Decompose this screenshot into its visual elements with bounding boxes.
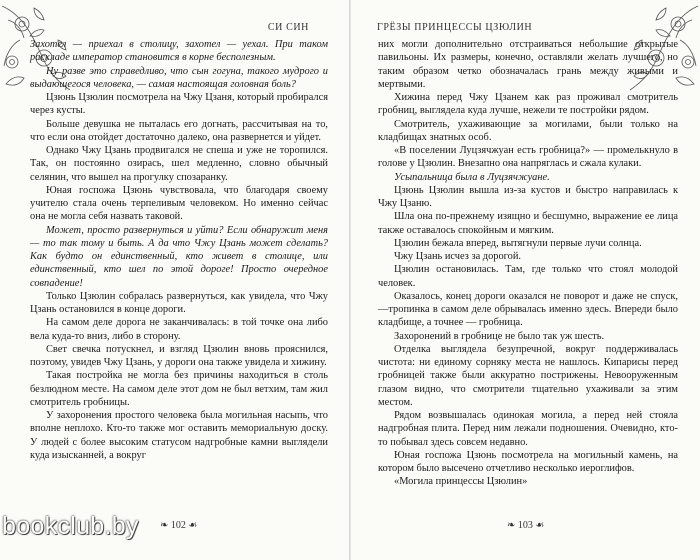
left-page-text <box>30 38 328 462</box>
folio-mark-icon: ❧ <box>160 520 171 531</box>
paragraph: У захоронения простого человека была могильная насыпь, что вполне неплохо. Кто-то также мог оставить мемориальную доску. У людей с более высоким статусом надгробные камни выглядели куда изысканней, а вокруг <box>30 410 328 461</box>
paragraph: Цзюнь Цзюлин вышла из-за кустов и быстро направилась к Чжу Цзаню. <box>378 184 678 209</box>
paragraph: «Могила принцессы Цзюлин» <box>394 476 528 488</box>
paragraph: Юная госпожа Цзюнь чувствовала, что благодаря своему учителю стала очень терпеливым человеком. Но именно сейчас она не могла себя назвать таковой. <box>30 184 328 223</box>
paragraph: Больше девушка не пыталась его догнать, рассчитывая на то, что если она отойдет достаточно далеко, она развернется и уйдет. <box>30 118 328 143</box>
paragraph: Отделка выглядела безупречной, вокруг поддерживалась чистота: ни единому сорняку места не нашлось. Кипарисы перед гробницей также были аккуратно пострижены. Невооруженным глазом видно, что смотрители тщательно ухаживали за этим местом. <box>378 343 678 408</box>
paragraph: Такая постройка не могла без причины находиться в столь безлюдном месте. На самом деле этот дом не был ветхим, там жил смотритель гробницы. <box>30 370 328 408</box>
paragraph: Чжу Цзань исчез за дорогой. <box>394 251 522 262</box>
running-head: ГРЁЗЫ ПРИНЦЕССЫ ЦЗЮЛИН <box>377 22 533 33</box>
right-page-text <box>378 38 678 489</box>
paragraph: Захоронений в гробнице не было так уж шесть. <box>394 330 605 342</box>
folio-mark-icon: ☙ <box>185 520 198 531</box>
folio-mark-icon: ❧ <box>507 520 518 531</box>
paragraph: Усыпальница была в Луцзячжуане. <box>394 171 550 183</box>
running-head: СИ СИН <box>267 22 309 33</box>
watermark: bookclub.by <box>2 512 139 540</box>
paragraph: них могли дополнительно отстраиваться небольшие открытые павильоны. Их размеры, конечно, оставляли желать лучшего, но таким образом четко обозначалась грань между живыми и мертвыми. <box>378 39 678 90</box>
paragraph: Хижина перед Чжу Цзанем как раз проживал смотритель гробниц, выглядела куда лучше, нежели те постройки рядом. <box>378 92 678 117</box>
paragraph: Шла она по-прежнему изящно и бесшумно, выражение ее лица также оставалось спокойным и мягким. <box>378 211 678 236</box>
paragraph: Ну разве это справедливо, что сын гогуна, такого мудрого и выдающегося человека, — самая настоящая головная боль? <box>30 65 328 90</box>
paragraph: Цзюнь Цзюлин посмотрела на Чжу Цзаня, который пробирался через кусты. <box>30 92 328 117</box>
paragraph: На самом деле дорога не заканчивалась: в той точке она либо вела куда-то вниз, либо в сторону. <box>30 317 328 342</box>
page-number: ❧ 103 ☙ <box>507 520 545 531</box>
paragraph: Рядом возвышалась одинокая могила, а перед ней стояла надгробная плита. Перед ним лежали подношения. Очевидно, кто-то побывал здесь совсем недавно. <box>378 410 678 448</box>
paragraph: Однако Чжу Цзань продвигался не спеша и уже не торопился. Так, он постоянно озирась, шел медленно, словно обычный селянин, что вышел на прогулку спозаранку. <box>30 145 328 183</box>
paragraph: «В поселении Луцзячжуан есть гробница?» — промелькнуло в голове у Цзюлин. Внезапно она напряглась и сжала кулаки. <box>378 145 678 170</box>
paragraph: Цзюлин бежала вперед, вытягнули первые лучи солнца. <box>394 237 642 249</box>
left-page <box>0 0 349 560</box>
paragraph: Захотел — приехал в столицу, захотел — уехал. При таком раскладе император становится в корне бесполезным. <box>30 39 328 64</box>
paragraph: Юная госпожа Цзюнь посмотрела на могильный камень, на котором было высечено отчетливо несколько иероглифов. <box>378 449 678 474</box>
paragraph: Может, просто развернуться и уйти? Если обнаружит меня — то так тому и быть. А да что Чжу Цзань может сделать? Как будто он единственный, кто живет в столице, или единственный, кто шел по этой дороге! Просто очередное совпадение! <box>30 224 328 289</box>
folio-mark-icon: ☙ <box>532 520 545 531</box>
paragraph: Свет свечка потускнел, и взгляд Цзюлин вновь прояснился, поэтому, увидев Чжу Цзань, у дороги она также увидела и хижину. <box>30 343 328 368</box>
page-number: ❧ 102 ☙ <box>160 520 198 531</box>
right-page <box>351 0 700 560</box>
paragraph: Оказалось, конец дороги оказался не поворот и даже не спуск, —тропинка в самом деле обрывалась именно здесь. Впереди было кладбище, а точнее — гробница. <box>378 290 678 329</box>
paragraph: Цзюлин остановилась. Там, где только что стоял молодой человек. <box>378 264 678 289</box>
paragraph: Только Цзюлин собралась развернуться, как увидела, что Чжу Цзань остановился в конце дороги. <box>30 290 328 315</box>
paragraph: Смотритель, ухаживающие за могилами, были только на кладбищах знатных особ. <box>378 118 678 143</box>
